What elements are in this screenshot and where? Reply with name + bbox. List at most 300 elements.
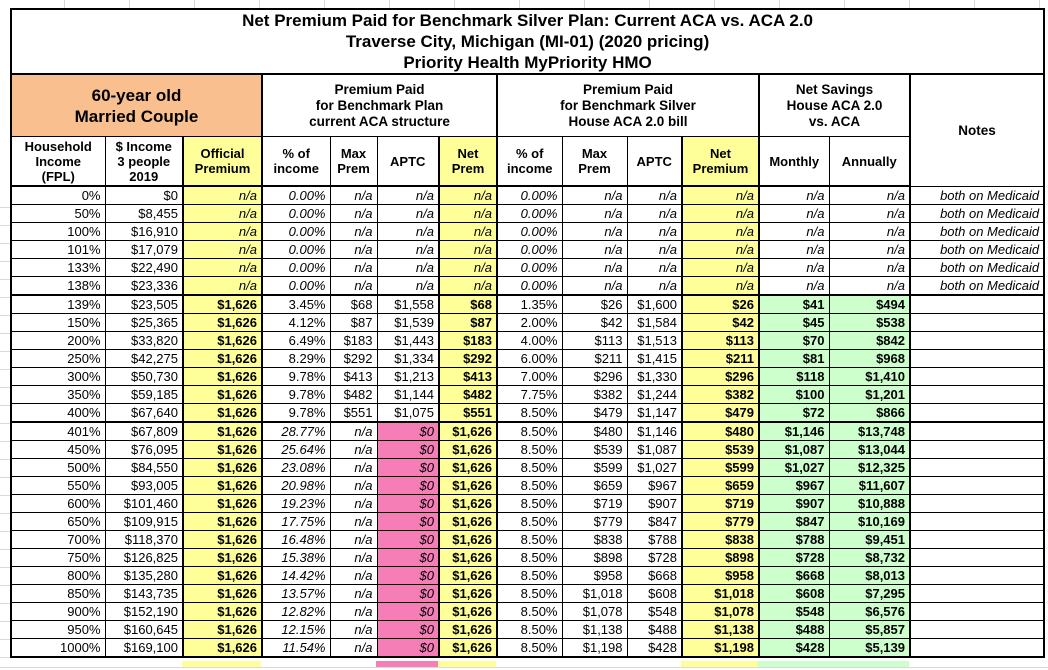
cell-aca-pct-income[interactable]: 13.57% xyxy=(262,585,330,603)
cell-house-max-prem[interactable]: $1,198 xyxy=(562,639,627,658)
cell-aca-pct-income[interactable]: 0.00% xyxy=(262,223,330,241)
cell-house-net-premium[interactable]: n/a xyxy=(682,186,759,205)
cell-house-aptc[interactable]: $1,600 xyxy=(627,295,682,314)
cell-savings-annually[interactable]: $10,888 xyxy=(829,495,910,513)
cell-savings-annually[interactable]: $1,410 xyxy=(829,368,910,386)
cell-house-aptc[interactable]: $428 xyxy=(627,639,682,658)
cell-note[interactable]: both on Medicaid xyxy=(910,241,1044,259)
cell-savings-monthly[interactable]: $70 xyxy=(759,332,829,350)
cell-aca-max-prem[interactable]: n/a xyxy=(330,495,377,513)
cell-income[interactable]: $169,100 xyxy=(105,639,183,658)
cell-house-aptc[interactable]: $668 xyxy=(627,567,682,585)
col-header-aca-aptc[interactable]: APTC xyxy=(377,137,439,187)
cell-savings-annually[interactable]: n/a xyxy=(829,259,910,277)
cell-official-premium[interactable]: $1,626 xyxy=(183,495,262,513)
cell-house-net-premium[interactable]: $659 xyxy=(682,477,759,495)
cell-aca-pct-income[interactable]: 0.00% xyxy=(262,241,330,259)
cell-house-max-prem[interactable]: $480 xyxy=(562,422,627,441)
cell-aca-pct-income[interactable]: 17.75% xyxy=(262,513,330,531)
cell-official-premium[interactable]: $1,626 xyxy=(183,567,262,585)
cell-savings-monthly[interactable]: $608 xyxy=(759,585,829,603)
cell-aca-max-prem[interactable]: $68 xyxy=(330,295,377,314)
cell-official-premium[interactable]: $1,626 xyxy=(183,549,262,567)
cell-house-aptc[interactable]: $1,087 xyxy=(627,441,682,459)
cell-aca-pct-income[interactable]: 0.00% xyxy=(262,259,330,277)
cell-house-max-prem[interactable]: n/a xyxy=(562,223,627,241)
cell-savings-annually[interactable]: n/a xyxy=(829,186,910,205)
cell-income[interactable]: $8,455 xyxy=(105,205,183,223)
cell-aca-max-prem[interactable]: n/a xyxy=(330,223,377,241)
cell-aca-max-prem[interactable]: $292 xyxy=(330,350,377,368)
cell-note[interactable]: both on Medicaid xyxy=(910,277,1044,296)
cell-aca-aptc[interactable]: $1,539 xyxy=(377,314,439,332)
cell-aca-net-prem[interactable]: $482 xyxy=(439,386,497,404)
cell-official-premium[interactable]: $1,626 xyxy=(183,295,262,314)
cell-aca-max-prem[interactable]: n/a xyxy=(330,441,377,459)
cell-aca-pct-income[interactable]: 15.38% xyxy=(262,549,330,567)
cell-fpl[interactable]: 850% xyxy=(11,585,105,603)
cell-fpl[interactable]: 139% xyxy=(11,295,105,314)
cell-note[interactable] xyxy=(910,495,1044,513)
cell-fpl[interactable]: 900% xyxy=(11,603,105,621)
cell-savings-annually[interactable]: $6,576 xyxy=(829,603,910,621)
cell-aca-net-prem[interactable]: $1,626 xyxy=(439,603,497,621)
cell-house-net-premium[interactable]: n/a xyxy=(682,241,759,259)
cell-house-pct-income[interactable]: 8.50% xyxy=(497,495,562,513)
cell-house-max-prem[interactable]: n/a xyxy=(562,205,627,223)
cell-official-premium[interactable]: $1,626 xyxy=(183,477,262,495)
cell-official-premium[interactable]: $1,626 xyxy=(183,422,262,441)
cell-fpl[interactable]: 100% xyxy=(11,223,105,241)
cell-note[interactable] xyxy=(910,441,1044,459)
cell-aca-pct-income[interactable]: 23.08% xyxy=(262,459,330,477)
cell-fpl[interactable]: 650% xyxy=(11,513,105,531)
cell-savings-monthly[interactable]: n/a xyxy=(759,223,829,241)
cell-house-max-prem[interactable]: $382 xyxy=(562,386,627,404)
cell-house-pct-income[interactable]: 4.00% xyxy=(497,332,562,350)
col-header-aca-net-prem[interactable]: Net Prem xyxy=(439,137,497,187)
cell-house-net-premium[interactable]: $1,078 xyxy=(682,603,759,621)
cell-aca-net-prem[interactable]: $1,626 xyxy=(439,422,497,441)
cell-aca-pct-income[interactable]: 9.78% xyxy=(262,386,330,404)
cell-fpl[interactable]: 200% xyxy=(11,332,105,350)
cell-house-pct-income[interactable]: 0.00% xyxy=(497,277,562,296)
cell-note[interactable] xyxy=(910,603,1044,621)
cell-aca-net-prem[interactable]: n/a xyxy=(439,277,497,296)
cell-note[interactable] xyxy=(910,549,1044,567)
cell-aca-pct-income[interactable]: 11.54% xyxy=(262,639,330,658)
cell-house-max-prem[interactable]: n/a xyxy=(562,186,627,205)
cell-house-max-prem[interactable]: $211 xyxy=(562,350,627,368)
cell-house-net-premium[interactable]: $779 xyxy=(682,513,759,531)
cell-note[interactable]: both on Medicaid xyxy=(910,186,1044,205)
cell-fpl[interactable]: 150% xyxy=(11,314,105,332)
cell-aca-aptc[interactable]: n/a xyxy=(377,186,439,205)
cell-savings-monthly[interactable]: n/a xyxy=(759,241,829,259)
cell-fpl[interactable]: 138% xyxy=(11,277,105,296)
cell-savings-monthly[interactable]: $81 xyxy=(759,350,829,368)
cell-fpl[interactable]: 750% xyxy=(11,549,105,567)
cell-aca-max-prem[interactable]: $413 xyxy=(330,368,377,386)
cell-savings-annually[interactable]: $11,607 xyxy=(829,477,910,495)
cell-house-pct-income[interactable]: 8.50% xyxy=(497,549,562,567)
cell-house-pct-income[interactable]: 6.00% xyxy=(497,350,562,368)
cell-aca-max-prem[interactable]: n/a xyxy=(330,186,377,205)
cell-official-premium[interactable]: $1,626 xyxy=(183,531,262,549)
cell-aca-net-prem[interactable]: $1,626 xyxy=(439,495,497,513)
cell-aca-max-prem[interactable]: $551 xyxy=(330,404,377,423)
cell-aca-pct-income[interactable]: 0.00% xyxy=(262,277,330,296)
col-header-annually[interactable]: Annually xyxy=(829,137,910,187)
cell-house-pct-income[interactable]: 8.50% xyxy=(497,603,562,621)
cell-house-pct-income[interactable]: 8.50% xyxy=(497,639,562,658)
cell-income[interactable]: $84,550 xyxy=(105,459,183,477)
cell-fpl[interactable]: 250% xyxy=(11,350,105,368)
cell-income[interactable]: $16,910 xyxy=(105,223,183,241)
cell-savings-annually[interactable]: $842 xyxy=(829,332,910,350)
cell-aca-pct-income[interactable]: 6.49% xyxy=(262,332,330,350)
cell-aca-max-prem[interactable]: n/a xyxy=(330,277,377,296)
cell-savings-annually[interactable]: $8,013 xyxy=(829,567,910,585)
cell-aca-pct-income[interactable]: 12.82% xyxy=(262,603,330,621)
cell-income[interactable]: $67,640 xyxy=(105,404,183,423)
cell-house-aptc[interactable]: $548 xyxy=(627,603,682,621)
col-header-notes[interactable]: Notes xyxy=(910,74,1044,186)
cell-house-net-premium[interactable]: $599 xyxy=(682,459,759,477)
cell-aca-aptc[interactable]: n/a xyxy=(377,259,439,277)
cell-income[interactable]: $135,280 xyxy=(105,567,183,585)
cell-house-net-premium[interactable]: $719 xyxy=(682,495,759,513)
cell-aca-net-prem[interactable]: $87 xyxy=(439,314,497,332)
cell-aca-aptc[interactable]: n/a xyxy=(377,241,439,259)
cell-house-pct-income[interactable]: 1.35% xyxy=(497,295,562,314)
cell-note[interactable] xyxy=(910,404,1044,423)
cell-savings-monthly[interactable]: $967 xyxy=(759,477,829,495)
cell-savings-monthly[interactable]: $907 xyxy=(759,495,829,513)
cell-official-premium[interactable]: $1,626 xyxy=(183,585,262,603)
cell-note[interactable] xyxy=(910,459,1044,477)
cell-house-net-premium[interactable]: n/a xyxy=(682,223,759,241)
cell-note[interactable] xyxy=(910,314,1044,332)
cell-aca-aptc[interactable]: $0 xyxy=(377,603,439,621)
cell-aca-pct-income[interactable]: 20.98% xyxy=(262,477,330,495)
cell-aca-pct-income[interactable]: 9.78% xyxy=(262,368,330,386)
cell-aca-pct-income[interactable]: 28.77% xyxy=(262,422,330,441)
col-header-fpl[interactable]: Household Income (FPL) xyxy=(11,137,105,187)
cell-savings-annually[interactable]: $13,044 xyxy=(829,441,910,459)
cell-note[interactable] xyxy=(910,621,1044,639)
cell-aca-max-prem[interactable]: n/a xyxy=(330,603,377,621)
col-header-income[interactable]: $ Income 3 people 2019 xyxy=(105,137,183,187)
cell-income[interactable]: $50,730 xyxy=(105,368,183,386)
cell-income[interactable]: $67,809 xyxy=(105,422,183,441)
cell-savings-annually[interactable]: $968 xyxy=(829,350,910,368)
cell-income[interactable]: $143,735 xyxy=(105,585,183,603)
cell-savings-monthly[interactable]: $100 xyxy=(759,386,829,404)
cell-aca-max-prem[interactable]: n/a xyxy=(330,422,377,441)
cell-house-net-premium[interactable]: $382 xyxy=(682,386,759,404)
cell-aca-aptc[interactable]: $1,334 xyxy=(377,350,439,368)
cell-house-max-prem[interactable]: $958 xyxy=(562,567,627,585)
cell-savings-monthly[interactable]: $548 xyxy=(759,603,829,621)
cell-house-net-premium[interactable]: $1,138 xyxy=(682,621,759,639)
cell-savings-monthly[interactable]: $1,027 xyxy=(759,459,829,477)
cell-income[interactable]: $59,185 xyxy=(105,386,183,404)
cell-house-pct-income[interactable]: 8.50% xyxy=(497,621,562,639)
table-title-cell[interactable] xyxy=(11,9,1044,74)
cell-house-aptc[interactable]: $1,584 xyxy=(627,314,682,332)
cell-aca-aptc[interactable]: $1,213 xyxy=(377,368,439,386)
cell-income[interactable]: $33,820 xyxy=(105,332,183,350)
cell-income[interactable]: $23,336 xyxy=(105,277,183,296)
cell-house-aptc[interactable]: n/a xyxy=(627,223,682,241)
cell-aca-aptc[interactable]: $1,558 xyxy=(377,295,439,314)
cell-fpl[interactable]: 101% xyxy=(11,241,105,259)
cell-house-pct-income[interactable]: 8.50% xyxy=(497,567,562,585)
cell-house-aptc[interactable]: n/a xyxy=(627,205,682,223)
cell-aca-pct-income[interactable]: 0.00% xyxy=(262,186,330,205)
cell-fpl[interactable]: 50% xyxy=(11,205,105,223)
cell-house-net-premium[interactable]: $296 xyxy=(682,368,759,386)
cell-house-max-prem[interactable]: $659 xyxy=(562,477,627,495)
cell-house-pct-income[interactable]: 8.50% xyxy=(497,513,562,531)
cell-aca-aptc[interactable]: $0 xyxy=(377,549,439,567)
cell-house-max-prem[interactable]: $599 xyxy=(562,459,627,477)
cell-aca-aptc[interactable]: $0 xyxy=(377,422,439,441)
cell-house-aptc[interactable]: $788 xyxy=(627,531,682,549)
cell-note[interactable] xyxy=(910,567,1044,585)
cell-savings-monthly[interactable]: $118 xyxy=(759,368,829,386)
cell-savings-monthly[interactable]: $428 xyxy=(759,639,829,658)
cell-aca-pct-income[interactable]: 8.29% xyxy=(262,350,330,368)
cell-aca-aptc[interactable]: $1,144 xyxy=(377,386,439,404)
cell-house-aptc[interactable]: $1,146 xyxy=(627,422,682,441)
cell-aca-pct-income[interactable]: 12.15% xyxy=(262,621,330,639)
cell-aca-pct-income[interactable]: 14.42% xyxy=(262,567,330,585)
cell-house-pct-income[interactable]: 8.50% xyxy=(497,459,562,477)
cell-fpl[interactable]: 700% xyxy=(11,531,105,549)
cell-house-aptc[interactable]: $907 xyxy=(627,495,682,513)
cell-savings-annually[interactable]: $7,295 xyxy=(829,585,910,603)
cell-aca-net-prem[interactable]: n/a xyxy=(439,259,497,277)
cell-income[interactable]: $22,490 xyxy=(105,259,183,277)
cell-aca-net-prem[interactable]: $1,626 xyxy=(439,441,497,459)
cell-house-pct-income[interactable]: 7.00% xyxy=(497,368,562,386)
cell-house-aptc[interactable]: $608 xyxy=(627,585,682,603)
cell-savings-monthly[interactable]: $847 xyxy=(759,513,829,531)
cell-official-premium[interactable]: $1,626 xyxy=(183,332,262,350)
cell-aca-aptc[interactable]: $0 xyxy=(377,585,439,603)
cell-house-net-premium[interactable]: $211 xyxy=(682,350,759,368)
group-header-net-savings[interactable]: Net Savings House ACA 2.0 vs. ACA xyxy=(759,74,910,137)
col-header-official-premium[interactable]: Official Premium xyxy=(183,137,262,187)
col-header-house-net-premium[interactable]: Net Premium xyxy=(682,137,759,187)
col-header-house-pct-income[interactable]: % of income xyxy=(497,137,562,187)
cell-savings-monthly[interactable]: $45 xyxy=(759,314,829,332)
cell-aca-aptc[interactable]: $1,443 xyxy=(377,332,439,350)
cell-house-aptc[interactable]: $967 xyxy=(627,477,682,495)
cell-aca-aptc[interactable]: $0 xyxy=(377,567,439,585)
cell-house-max-prem[interactable]: $539 xyxy=(562,441,627,459)
cell-house-net-premium[interactable]: $113 xyxy=(682,332,759,350)
col-header-aca-max-prem[interactable]: Max Prem xyxy=(330,137,377,187)
cell-note[interactable] xyxy=(910,422,1044,441)
cell-savings-annually[interactable]: $9,451 xyxy=(829,531,910,549)
cell-savings-annually[interactable]: $5,139 xyxy=(829,639,910,658)
cell-house-max-prem[interactable]: $479 xyxy=(562,404,627,423)
cell-aca-max-prem[interactable]: n/a xyxy=(330,513,377,531)
cell-aca-max-prem[interactable]: n/a xyxy=(330,477,377,495)
cell-house-max-prem[interactable]: n/a xyxy=(562,259,627,277)
cell-aca-net-prem[interactable]: $1,626 xyxy=(439,477,497,495)
cell-aca-max-prem[interactable]: n/a xyxy=(330,459,377,477)
cell-aca-pct-income[interactable]: 9.78% xyxy=(262,404,330,423)
cell-aca-aptc[interactable]: $0 xyxy=(377,495,439,513)
cell-fpl[interactable]: 300% xyxy=(11,368,105,386)
cell-house-pct-income[interactable]: 0.00% xyxy=(497,205,562,223)
cell-official-premium[interactable]: n/a xyxy=(183,241,262,259)
cell-aca-max-prem[interactable]: n/a xyxy=(330,259,377,277)
cell-aca-aptc[interactable]: n/a xyxy=(377,205,439,223)
cell-house-aptc[interactable]: $1,513 xyxy=(627,332,682,350)
cell-house-aptc[interactable]: $1,027 xyxy=(627,459,682,477)
group-header-current-aca[interactable]: Premium Paid for Benchmark Plan current ACA structure xyxy=(262,74,497,137)
cell-official-premium[interactable]: n/a xyxy=(183,223,262,241)
cell-aca-net-prem[interactable]: $1,626 xyxy=(439,585,497,603)
cell-aca-aptc[interactable]: n/a xyxy=(377,277,439,296)
cell-house-max-prem[interactable]: $838 xyxy=(562,531,627,549)
cell-fpl[interactable]: 401% xyxy=(11,422,105,441)
cell-house-max-prem[interactable]: $779 xyxy=(562,513,627,531)
cell-aca-max-prem[interactable]: n/a xyxy=(330,531,377,549)
cell-house-aptc[interactable]: $1,330 xyxy=(627,368,682,386)
cell-house-aptc[interactable]: $1,147 xyxy=(627,404,682,423)
cell-house-max-prem[interactable]: $26 xyxy=(562,295,627,314)
cell-house-net-premium[interactable]: n/a xyxy=(682,277,759,296)
cell-aca-net-prem[interactable]: $1,626 xyxy=(439,531,497,549)
cell-aca-net-prem[interactable]: n/a xyxy=(439,223,497,241)
cell-fpl[interactable]: 600% xyxy=(11,495,105,513)
cell-savings-annually[interactable]: $13,748 xyxy=(829,422,910,441)
cell-official-premium[interactable]: n/a xyxy=(183,205,262,223)
cell-house-max-prem[interactable]: $1,138 xyxy=(562,621,627,639)
cell-aca-max-prem[interactable]: n/a xyxy=(330,567,377,585)
cell-house-net-premium[interactable]: $480 xyxy=(682,422,759,441)
cell-aca-net-prem[interactable]: $551 xyxy=(439,404,497,423)
cell-house-max-prem[interactable]: $296 xyxy=(562,368,627,386)
cell-aca-max-prem[interactable]: n/a xyxy=(330,241,377,259)
cell-savings-annually[interactable]: $12,325 xyxy=(829,459,910,477)
cell-house-aptc[interactable]: $1,244 xyxy=(627,386,682,404)
cell-official-premium[interactable]: n/a xyxy=(183,259,262,277)
cell-official-premium[interactable]: $1,626 xyxy=(183,314,262,332)
cell-house-pct-income[interactable]: 0.00% xyxy=(497,259,562,277)
cell-aca-net-prem[interactable]: $1,626 xyxy=(439,621,497,639)
cell-savings-monthly[interactable]: $72 xyxy=(759,404,829,423)
cell-note[interactable] xyxy=(910,513,1044,531)
cell-house-max-prem[interactable]: $42 xyxy=(562,314,627,332)
col-header-aca-pct-income[interactable]: % of income xyxy=(262,137,330,187)
cell-note[interactable] xyxy=(910,639,1044,658)
cell-income[interactable]: $0 xyxy=(105,186,183,205)
cell-house-net-premium[interactable]: n/a xyxy=(682,205,759,223)
cell-house-pct-income[interactable]: 7.75% xyxy=(497,386,562,404)
cell-fpl[interactable]: 450% xyxy=(11,441,105,459)
col-header-house-max-prem[interactable]: Max Prem xyxy=(562,137,627,187)
cell-fpl[interactable]: 950% xyxy=(11,621,105,639)
cell-fpl[interactable]: 0% xyxy=(11,186,105,205)
cell-house-aptc[interactable]: n/a xyxy=(627,186,682,205)
cell-house-max-prem[interactable]: $113 xyxy=(562,332,627,350)
cell-house-aptc[interactable]: $728 xyxy=(627,549,682,567)
cell-house-pct-income[interactable]: 8.50% xyxy=(497,422,562,441)
cell-income[interactable]: $109,915 xyxy=(105,513,183,531)
cell-income[interactable]: $25,365 xyxy=(105,314,183,332)
cell-house-net-premium[interactable]: $1,198 xyxy=(682,639,759,658)
cell-aca-max-prem[interactable]: n/a xyxy=(330,205,377,223)
group-header-couple[interactable] xyxy=(11,74,262,137)
cell-income[interactable]: $42,275 xyxy=(105,350,183,368)
cell-house-net-premium[interactable]: $479 xyxy=(682,404,759,423)
cell-aca-pct-income[interactable]: 16.48% xyxy=(262,531,330,549)
cell-house-net-premium[interactable]: $539 xyxy=(682,441,759,459)
cell-house-net-premium[interactable]: $898 xyxy=(682,549,759,567)
cell-savings-annually[interactable]: $866 xyxy=(829,404,910,423)
group-header-house-aca2[interactable]: Premium Paid for Benchmark Silver House ACA 2.0 bill xyxy=(497,74,759,137)
cell-house-max-prem[interactable]: n/a xyxy=(562,241,627,259)
cell-savings-monthly[interactable]: $488 xyxy=(759,621,829,639)
cell-official-premium[interactable]: $1,626 xyxy=(183,513,262,531)
cell-house-pct-income[interactable]: 0.00% xyxy=(497,241,562,259)
cell-house-net-premium[interactable]: $838 xyxy=(682,531,759,549)
cell-house-pct-income[interactable]: 2.00% xyxy=(497,314,562,332)
cell-savings-monthly[interactable]: $1,146 xyxy=(759,422,829,441)
cell-official-premium[interactable]: $1,626 xyxy=(183,350,262,368)
cell-house-aptc[interactable]: $847 xyxy=(627,513,682,531)
cell-note[interactable]: both on Medicaid xyxy=(910,259,1044,277)
cell-house-net-premium[interactable]: $42 xyxy=(682,314,759,332)
cell-house-net-premium[interactable]: n/a xyxy=(682,259,759,277)
cell-income[interactable]: $126,825 xyxy=(105,549,183,567)
cell-official-premium[interactable]: $1,626 xyxy=(183,459,262,477)
col-header-house-aptc[interactable]: APTC xyxy=(627,137,682,187)
cell-fpl[interactable]: 133% xyxy=(11,259,105,277)
cell-savings-annually[interactable]: $8,732 xyxy=(829,549,910,567)
cell-aca-aptc[interactable]: $0 xyxy=(377,441,439,459)
cell-note[interactable] xyxy=(910,350,1044,368)
cell-income[interactable]: $17,079 xyxy=(105,241,183,259)
cell-house-net-premium[interactable]: $26 xyxy=(682,295,759,314)
cell-aca-net-prem[interactable]: $292 xyxy=(439,350,497,368)
cell-income[interactable]: $23,505 xyxy=(105,295,183,314)
cell-official-premium[interactable]: n/a xyxy=(183,277,262,296)
cell-savings-monthly[interactable]: n/a xyxy=(759,259,829,277)
cell-note[interactable] xyxy=(910,332,1044,350)
cell-house-aptc[interactable]: n/a xyxy=(627,259,682,277)
cell-aca-net-prem[interactable]: $1,626 xyxy=(439,567,497,585)
cell-aca-aptc[interactable]: $0 xyxy=(377,477,439,495)
cell-house-max-prem[interactable]: $1,018 xyxy=(562,585,627,603)
cell-fpl[interactable]: 1000% xyxy=(11,639,105,658)
cell-savings-annually[interactable]: n/a xyxy=(829,223,910,241)
cell-house-pct-income[interactable]: 8.50% xyxy=(497,531,562,549)
cell-official-premium[interactable]: $1,626 xyxy=(183,368,262,386)
cell-savings-monthly[interactable]: $41 xyxy=(759,295,829,314)
cell-savings-annually[interactable]: $1,201 xyxy=(829,386,910,404)
cell-note[interactable] xyxy=(910,295,1044,314)
cell-aca-aptc[interactable]: $1,075 xyxy=(377,404,439,423)
cell-aca-max-prem[interactable]: n/a xyxy=(330,639,377,658)
